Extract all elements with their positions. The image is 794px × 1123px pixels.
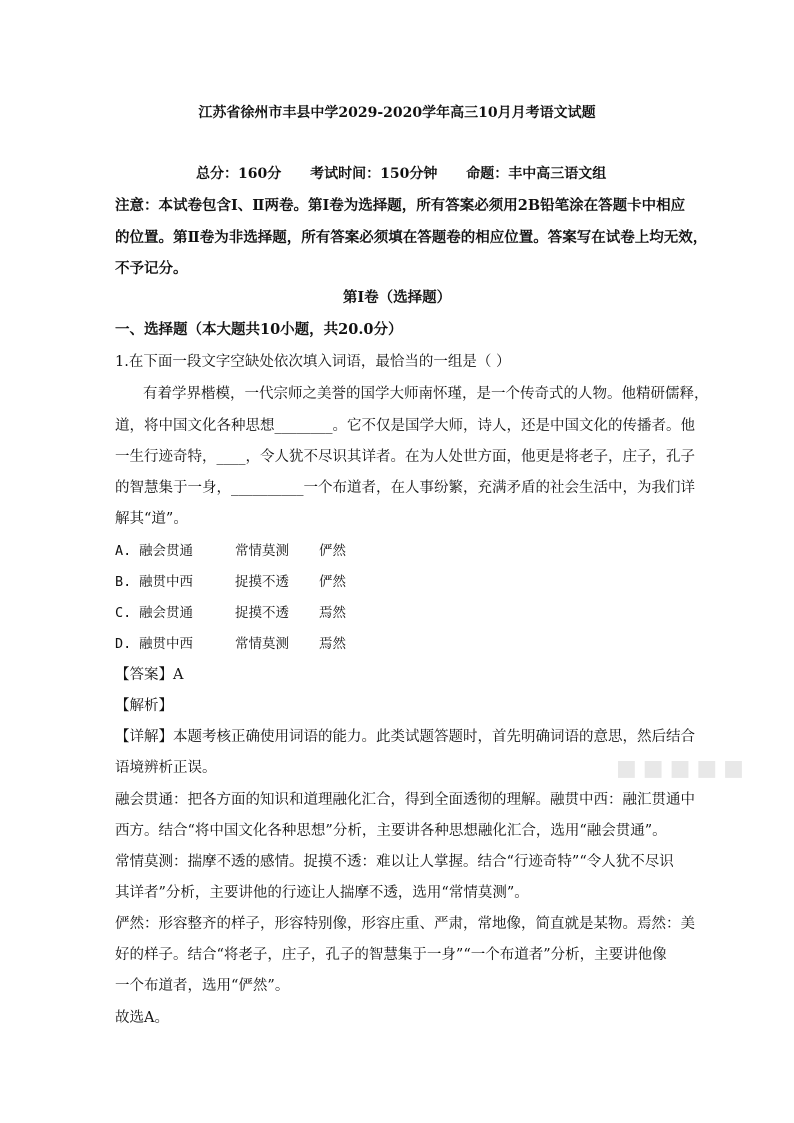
- passage-line: 道，将中国文化各种思想________。它不仅是国学大师，诗人，还是中国文化的传播者。他: [115, 418, 695, 434]
- option-c: [115, 603, 403, 623]
- part-heading: 一、选择题（本大题共10小题，共20.0分）: [115, 321, 403, 338]
- option-word: 捉摸不透: [235, 574, 289, 590]
- passage-line: 有着学界楷模，一代宗师之美誉的国学大师南怀瑾，是一个传奇式的人物。他精研儒释，: [143, 386, 709, 402]
- explanation-line: 西方。结合“将中国文化各种思想”分析，主要讲各种思想融化汇合，选用“融会贯通”。: [115, 823, 667, 839]
- notice-line: 不予记分。: [115, 260, 188, 277]
- option-word: 融会贯通: [139, 605, 193, 621]
- section-title: 第Ⅰ卷（选择题）: [342, 289, 452, 306]
- option-b: [115, 572, 403, 592]
- explanation-line: 其详者”分析，主要讲他的行迹让人揣摩不透，选用“常情莫测”。: [115, 885, 529, 901]
- option-word: 融贯中西: [139, 636, 193, 652]
- option-word: 常情莫测: [235, 543, 289, 559]
- explanation-line: 一个布道者，选用“俨然”。: [115, 978, 290, 994]
- exam-meta: [196, 164, 630, 184]
- notice-line: 注意：本试卷包含Ⅰ、Ⅱ两卷。第Ⅰ卷为选择题，所有答案必须用2B铅笔涂在答题卡中相应: [115, 197, 686, 214]
- answer-line: 【答案】A: [115, 667, 184, 683]
- question-text: 1.在下面一段文字空缺处依次填入词语，最恰当的一组是（ ）: [115, 354, 511, 370]
- option-word: 俨然: [319, 574, 346, 590]
- exam-author: 命题：丰中高三语文组: [466, 166, 607, 182]
- option-word: 俨然: [319, 543, 346, 559]
- watermark: ■■■■■: [616, 756, 750, 781]
- exam-time: 考试时间：150分钟: [310, 166, 438, 182]
- page-title: 江苏省徐州市丰县中学2029-2020学年高三10月月考语文试题: [198, 105, 596, 121]
- passage-line: 的智慧集于一身，__________一个布道者，在人事纷繁，充满矛盾的社会生活中，为我们详: [115, 480, 695, 496]
- explanation-line: 常情莫测：揣摩不透的感情。捉摸不透：难以让人掌握。结合“行迹奇特”“令人犹不尽识: [115, 854, 674, 870]
- passage-line: 解其“道”。: [115, 511, 188, 527]
- option-letter: D.: [115, 636, 132, 652]
- explanation-line: 俨然：形容整齐的样子，形容特别像，形容庄重、严肃，常地像，简直就是某物。焉然：美: [115, 916, 695, 932]
- option-a: [115, 541, 403, 561]
- option-word: 焉然: [319, 605, 346, 621]
- option-word: 融会贯通: [139, 543, 193, 559]
- option-letter: A.: [115, 543, 132, 559]
- option-word: 融贯中西: [139, 574, 193, 590]
- option-word: 焉然: [319, 636, 346, 652]
- option-letter: C.: [115, 605, 132, 621]
- total-score: 总分：160分: [196, 166, 282, 182]
- passage-line: 一生行迹奇特，____，令人犹不尽识其详者。在为人处世方面，他更是将老子，庄子，孔子: [115, 449, 695, 465]
- notice-line: 的位置。第Ⅱ卷为非选择题，所有答案必须填在答题卷的相应位置。答案写在试卷上均无效，: [115, 229, 708, 246]
- explanation-line: 故选A。: [115, 1010, 169, 1026]
- explanation-line: 【详解】本题考核正确使用词语的能力。此类试题答题时，首先明确词语的意思，然后结合: [115, 729, 695, 745]
- explanation-line: 好的样子。结合“将老子，庄子，孔子的智慧集于一身”“一个布道者”分析，主要讲他像: [115, 947, 667, 963]
- explanation-line: 语境辨析正误。: [115, 760, 217, 776]
- option-word: 常情莫测: [235, 636, 289, 652]
- option-d: [115, 634, 403, 654]
- option-letter: B.: [115, 574, 132, 590]
- explanation-line: 融会贯通：把各方面的知识和道理融化汇合，得到全面透彻的理解。融贯中西：融汇贯通中: [115, 792, 695, 808]
- option-word: 捉摸不透: [235, 605, 289, 621]
- analysis-label: 【解析】: [115, 698, 173, 714]
